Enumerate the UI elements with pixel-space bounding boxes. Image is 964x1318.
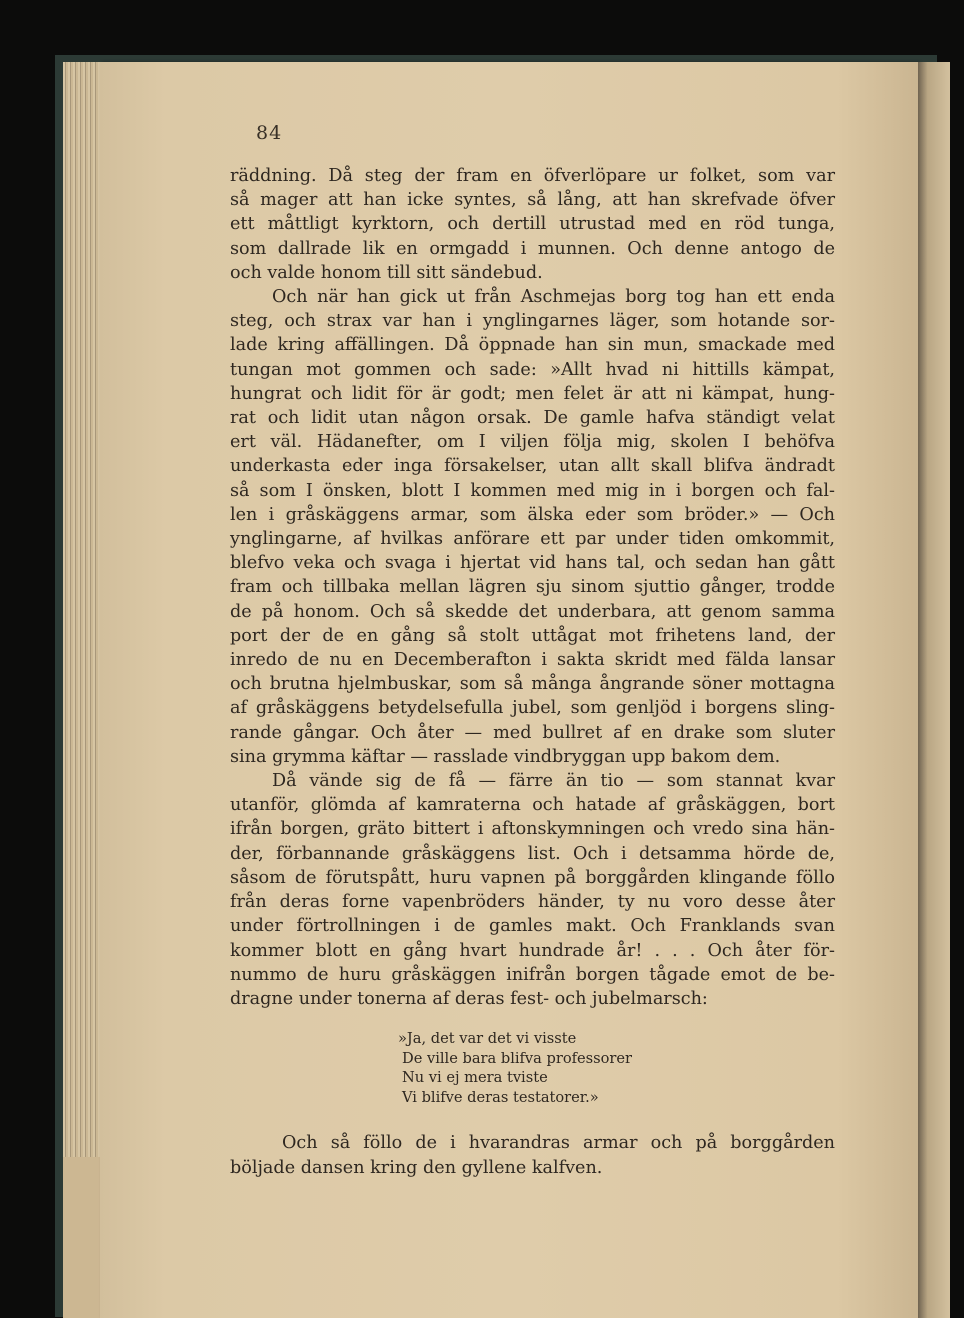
text-line: från deras forne vapenbröders händer, ty nu voro desse åter xyxy=(230,892,835,913)
text-line: hungrat och lidit för är godt; men felet är att ni kämpat, hung- xyxy=(230,383,835,404)
text-line: räddning. Då steg der fram en öfverlöpare ur folket, som var xyxy=(230,166,835,186)
text-line: och valde honom till sitt sändebud. xyxy=(230,262,543,283)
text-line: såsom de förutspått, huru vapnen på borggården klingande föllo xyxy=(230,867,835,888)
text-line: så mager att han icke syntes, så lång, att han skrefvade öfver xyxy=(230,190,835,211)
text-line: de på honom. Och så skedde det underbara, att genom samma xyxy=(230,601,835,622)
text-line: lade kring affällingen. Då öppnade han sin mun, smackade med xyxy=(230,335,835,356)
page-edges xyxy=(63,62,103,1157)
text-line: Och när han gick ut från Aschmejas borg tog han ett enda xyxy=(272,287,835,308)
verse-line: De ville bara blifva professorer xyxy=(402,1049,633,1067)
text-line: tungan mot gommen och sade: »Allt hvad ni hittills kämpat, xyxy=(230,359,835,380)
text-line: steg, och strax var han i ynglingarnes läger, som hotande sor- xyxy=(230,311,835,332)
text-line: blefvo veka och svaga i hjertat vid hans tal, och sedan han gått xyxy=(230,553,835,574)
text-line: inredo de nu en Decemberafton i sakta skridt med fälda lansar xyxy=(230,650,835,671)
verse-line: Nu vi ej mera tviste xyxy=(402,1069,548,1086)
text-line: af gråskäggens betydelsefulla jubel, som genljöd i borgens sling- xyxy=(230,698,835,719)
text-line: ifrån borgen, gräto bittert i aftonskymningen och vredo sina hän- xyxy=(230,819,835,840)
text-line: sina grymma käftar — rasslade vindbryggan upp bakom dem. xyxy=(230,746,781,767)
text-line: så som I önsken, blott I kommen med mig in i borgen och fal- xyxy=(230,480,835,501)
text-line: len i gråskäggens armar, som älska eder som bröder.» — Och xyxy=(230,504,835,525)
closing-paragraph xyxy=(230,1131,835,1181)
text-line: port der de en gång så stolt uttågat mot frihetens land, der xyxy=(230,625,835,646)
verse-line: »Ja, det var det vi visste xyxy=(398,1030,577,1047)
text-line: ynglingarne, af hvilkas anförare ett par under tiden omkommit, xyxy=(230,529,835,550)
text-line: fram och tillbaka mellan lägren sju sinom sjuttio gånger, trodde xyxy=(230,577,835,598)
text-line: Då vände sig de få — färre än tio — som stannat kvar xyxy=(272,771,835,792)
book-gutter xyxy=(918,62,950,1318)
text-line: under förtrollningen i de gamles makt. Och Franklands svan xyxy=(230,916,835,937)
text-line: ert väl. Hädanefter, om I viljen följa mig, skolen I behöfva xyxy=(230,432,835,453)
text-line: och brutna hjelmbuskar, som så många ångrande söner mottagna xyxy=(230,674,835,695)
text-line: dragne under tonerna af deras fest- och jubelmarsch: xyxy=(230,988,708,1009)
verse-line: Vi blifve deras testatorer.» xyxy=(402,1088,599,1106)
text-line: kommer blott en gång hvart hundrade år! . . . Och åter för- xyxy=(230,940,835,961)
text-line: rande gångar. Och åter — med bullret af en drake som sluter xyxy=(230,722,835,743)
body-text xyxy=(230,164,835,1011)
text-line: underkasta eder inga försakelser, utan allt skall blifva ändradt xyxy=(230,456,835,477)
text-line: der, förbannande gråskäggens list. Och i detsamma hörde de, xyxy=(230,843,835,864)
text-line: som dallrade lik en ormgadd i munnen. Och denne antogo de xyxy=(230,238,835,259)
text-line: ett måttligt kyrktorn, och dertill utrustad med en röd tunga, xyxy=(230,214,835,235)
text-line: nummo de huru gråskäggen inifrån borgen tågade emot de be- xyxy=(230,964,835,985)
verse-quote xyxy=(398,1029,633,1107)
page-number: 84 xyxy=(256,122,283,144)
text-line: rat och lidit utan någon orsak. De gamle hafva ständigt velat xyxy=(230,408,835,429)
closing-text: Och så föllo de i hvarandras armar och på borggården böljade dansen kring den gyllene kalfven. xyxy=(230,1133,835,1178)
text-line: utanför, glömda af kamraterna och hatade af gråskäggen, bort xyxy=(230,795,835,816)
